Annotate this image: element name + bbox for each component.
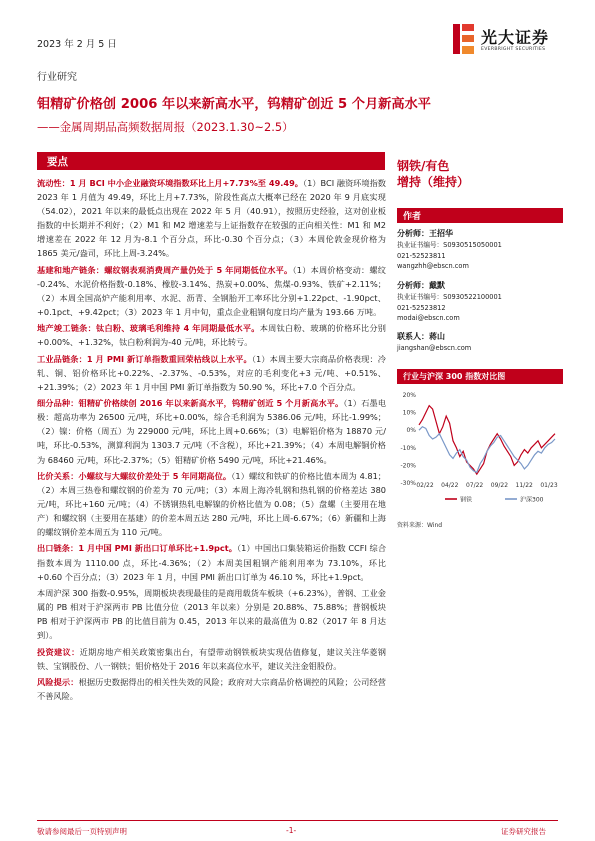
key-point-paragraph [37,321,386,349]
contact-name-line: 联系人：蒋山 [397,332,445,341]
analyst-email[interactable]: wangzhh@ebscn.com [397,262,469,271]
analyst-block [397,280,577,324]
x-tick-label: 11/22 [515,482,533,489]
key-point-heading: 风险提示： [37,676,79,687]
page-number: -1- [286,826,297,835]
logo-chinese-name: 光大证券 [481,28,550,47]
series-line [419,427,555,473]
footer-disclaimer: 敬请参阅最后一页特别声明 [37,827,127,836]
key-point-heading: 出口链条：1 月中国 PMI 新出口订单环比+1.9pct。 [37,543,237,554]
y-tick-label: 20% [402,392,416,399]
key-point-text: 根据历史数据得出的相关性失效的风险；政府对大宗商品价格调控的风险；公司经营不善风险。 [37,676,386,701]
key-points-label: 要点 [47,156,68,168]
y-tick-label: 0% [406,427,416,435]
x-tick-label: 09/22 [490,482,509,489]
key-point-text: （1）本周价格变动：螺纹 -0.24%、水泥价格指数-0.18%、橡胶-3.14%、热炭+0.00%、焦煤-0.93%、铁矿+2.11%；（2）本周全国高炉产能利用率、水泥、沥青、全钢胎开工率环比分别+1.22pct、-1.90pct、+0.1pct、+9.42pct；（3）2023 年 1 月中旬，重点企业粗钢旬度日均产量为 193.66 万吨。 [37,264,386,318]
key-point-paragraph [37,645,386,673]
analyst-block [397,228,577,272]
analyst-name-line: 分析师：王招华 [397,229,453,238]
y-tick-label: -30% [400,480,416,487]
key-point-text: （1）螺纹和铁矿的价格比值本周为 4.81；（2）本周三热卷和螺纹钢的价差为 70 元/吨；（3）本周上海冷轧钢和热轧钢的价格差达 380 元/吨，环比+160 元/吨；（4）不锈钢热轧电解镍的价格比值为 0.08；（5）盘螺（主要用在地产）和螺纹钢（主要用在基建）的价差本周五达 280 元/吨，环比上周-6.67%；（6）新疆和上海的螺纹钢价差本周五为 110 元/吨。 [37,470,386,538]
key-point-heading: 投资建议： [37,646,80,657]
key-points-bar [37,152,385,170]
chart-svg [397,387,563,515]
index-comparison-chart [397,387,563,515]
x-tick-label: 01/23 [540,482,558,489]
contact-block [397,331,577,354]
key-point-text: （1）BCI 融资环境指数 2023 年 1 月值为 49.49，环比上月+7.73%，阶段性高点大概率已经在 2020 年 9 月底实现（54.02），2021 年以来的最低点出现在 2022 年 5 月（40.91），按照历史经验，这对创业板指数的中长期并不利好；（2）M1 和 M2 增速差与上证指数存在较强的正向相关性：M1 和 M2 增速差在 2022 年 12 月为-8.1 个百分点，环比-0.30 个百分点；（3）本周伦敦金现价格为 1865 美元/盎司，环比上周-3.24%。 [37,178,386,259]
analyst-cert: 执业证书编号：S0930515050001 [397,241,502,249]
y-tick-label: -20% [400,462,416,470]
key-point-paragraph [37,396,386,466]
author-label: 作者 [403,212,422,222]
key-point-paragraph [37,541,386,583]
key-point-text: 本周沪深 300 指数-0.95%，周期板块表现最佳的是商用载货车板块（+6.23%），普钢、工业金属的 PB 相对于沪深两市 PB 比值分位（2013 年以来）分别是 20.88%、75.88%；普钢板块 PB 相对于沪深两市 PB 的比值目前为 0.45，2013 年以来的最高值为 0.82（2017 年 8 月达到）。 [37,587,386,641]
report-date: 2023 年 2 月 5 日 [37,39,117,50]
key-point-heading: 基建和地产链条：螺纹钢表观消费周产量仍处于 5 年同期低位水平。 [37,264,293,275]
legend-label: 沪深300 [520,496,544,504]
report-subtitle: ——金属周期品高频数据周报（2023.1.30~2.5） [37,120,294,134]
key-point-heading: 细分品种：钼精矿价格续创 2016 年以来新高水平，钨精矿创近 5 个月新高水平。 [37,398,344,409]
analyst-email[interactable]: modai@ebscn.com [397,314,460,323]
key-point-paragraph [37,176,386,261]
y-tick-label: 10% [402,409,416,417]
logo-mark-icon [453,24,475,54]
key-point-text: 本周钛白粉、玻璃的价格环比分别+0.00%、+1.32%，钛白粉利润为-40 元/吨，环比转亏。 [37,323,386,348]
sector-rating: 增持（维持） [397,175,470,189]
legend-label: 钢铁 [460,496,473,504]
key-point-heading: 地产竣工链条：钛白粉、玻璃毛利维持 4 年同期最低水平。 [37,323,260,334]
key-point-heading: 工业品链条：1 月 PMI 新订单指数重回荣枯线以上水平。 [37,353,252,364]
logo-english-name: EVERBRIGHT SECURITIES [481,47,546,52]
analyst-phone: 021-52523811 [397,251,446,260]
key-point-paragraph [37,263,386,319]
company-logo [453,22,583,62]
y-tick-label: -10% [400,444,416,452]
key-points-body [37,176,386,705]
footer-divider [37,820,558,821]
series-line [419,406,555,475]
key-point-heading: 比价关系：小螺纹与大螺纹价差处于 5 年同期高位。 [37,470,232,481]
key-point-paragraph [37,352,386,394]
key-point-text: （1）中国出口集装箱运价指数 CCFI 综合指数本周为 1110.00 点，环比-4.36%；（2）本周美国粗钢产能利用率为 73.10%，环比+0.60 个百分点；（3）2023 年 1 月，中国 PMI 新出口订单为 46.10 %，环比+1.9pct。 [37,543,387,582]
report-category: 行业研究 [37,72,77,83]
analyst-name-line: 分析师：戴默 [397,281,445,290]
key-point-paragraph [37,675,386,703]
x-tick-label: 02/22 [416,482,434,489]
x-tick-label: 07/22 [465,482,484,489]
chart-source: 资料来源：Wind [397,522,443,529]
analyst-phone: 021-52523812 [397,303,446,312]
analyst-cert: 执业证书编号：S0930522100001 [397,293,502,301]
footer-report-type: 证券研究报告 [501,827,546,836]
chart-title-bar [397,369,563,384]
author-bar [397,208,563,223]
key-point-heading: 流动性：1 月 BCI 中小企业融资环境指数环比上月+7.73%至 49.49。 [37,178,303,188]
key-point-text: （1）石墨电极：超高功率为 26500 元/吨，环比+0.00%，综合毛利润为 5386.06 元/吨，环比-1.99%；（2）镍：价格（周五）为 229000 元/吨，环比上周+0.66%；（3）电解铝价格为 18870 元/吨，环比-0.53%，测算利润为 1303.7 元/吨（不含税），环比+21.39%；（4）本周电解铜价格为 68460 元/吨，环比-2.37%；（5）钼精矿价格 5490 元/吨，环比+21.46%。 [37,398,387,465]
contact-email[interactable]: jiangshan@ebscn.com [397,344,472,352]
x-tick-label: 04/22 [441,482,459,489]
chart-title: 行业与沪深 300 指数对比图 [403,372,506,381]
report-title: 钼精矿价格创 2006 年以来新高水平，钨精矿创近 5 个月新高水平 [37,97,431,112]
sector-name: 钢铁/有色 [397,159,450,173]
key-point-paragraph [37,469,386,539]
key-point-text: 近期房地产相关政策密集出台，有望带动钢铁板块实现估值修复，建议关注华菱钢铁、宝钢股份、八一钢铁；钼价格处于 2016 年以来高位水平，建议关注金钼股份。 [37,646,386,671]
key-point-text: （1）本周主要大宗商品价格表现：冷轧、铜、铝价格环比+0.22%、-2.37%、-0.53%，对应的毛利变化+3 元/吨、+0.51%、+21.39%；（2）2023 年 1 月中国 PMI 新订单指数为 50.90 %，环比+7.0 个百分点。 [37,353,386,392]
key-point-paragraph [37,586,386,642]
